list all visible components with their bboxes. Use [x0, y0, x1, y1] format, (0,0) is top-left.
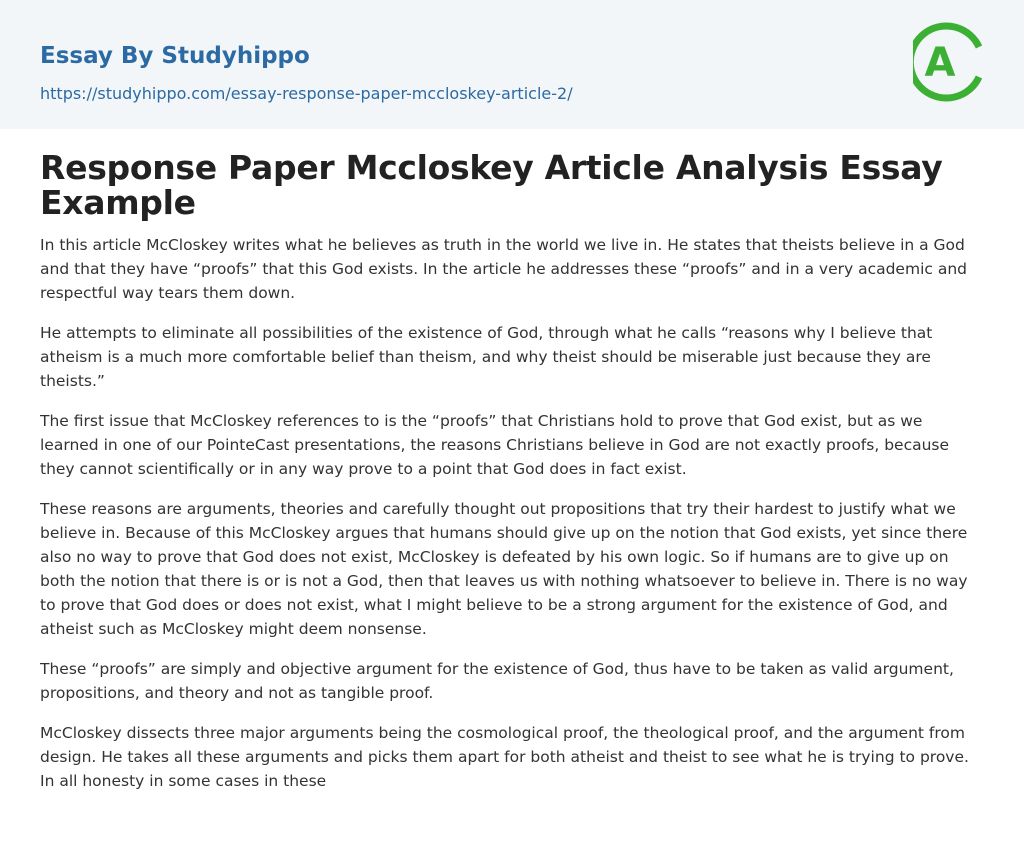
article-body [40, 233, 984, 793]
source-url-link[interactable]: https://studyhippo.com/essay-response-paper-mccloskey-article-2/ [40, 84, 573, 103]
article [0, 129, 1024, 793]
grade-a-circle-icon[interactable] [913, 20, 985, 104]
logo-letter: A [924, 40, 956, 86]
paragraph: The first issue that McCloskey references to is the “proofs” that Christians hold to prove that God exist, but as we learned in one of our PointeCast presentations, the reasons Christians believe in God are not exactly proofs, because they cannot scientifically or in any way prove to a point that God does in fact exist. [40, 412, 950, 478]
paragraph: These “proofs” are simply and objective argument for the existence of God, thus have to be taken as valid argument, propositions, and theory and not as tangible proof. [40, 660, 954, 702]
site-brand[interactable]: Essay By Studyhippo [40, 43, 310, 69]
paragraph: These reasons are arguments, theories and carefully thought out propositions that try their hardest to justify what we believe in. Because of this McCloskey argues that humans should give up on the notion that God exists, yet since there also no way to prove that God does not exist, McCloskey is defeated by his own logic. So if humans are to give up on both the notion that there is or is not a God, then that leaves us with nothing whatsoever to believe in. There is no way to prove that God does or does not exist, what I might believe to be a strong argument for the existence of God, and atheist such as McCloskey might deem nonsense. [40, 500, 968, 638]
paragraph: McCloskey dissects three major arguments being the cosmological proof, the theological proof, and the argument from design. He takes all these arguments and picks them apart for both atheist and theist to see what he is trying to prove. In all honesty in some cases in these [40, 724, 969, 790]
site-header [0, 0, 1024, 129]
paragraph: In this article McCloskey writes what he believes as truth in the world we live in. He states that theists believe in a God and that they have “proofs” that this God exists. In the article he addresses these “proofs” and in a very academic and respectful way tears them down. [40, 236, 967, 302]
paragraph: He attempts to eliminate all possibilities of the existence of God, through what he calls “reasons why I believe that atheism is a much more comfortable belief than theism, and why theist should be miserable just because they are theists.” [40, 324, 933, 390]
article-title: Response Paper Mccloskey Article Analysis Essay Example [40, 148, 943, 222]
